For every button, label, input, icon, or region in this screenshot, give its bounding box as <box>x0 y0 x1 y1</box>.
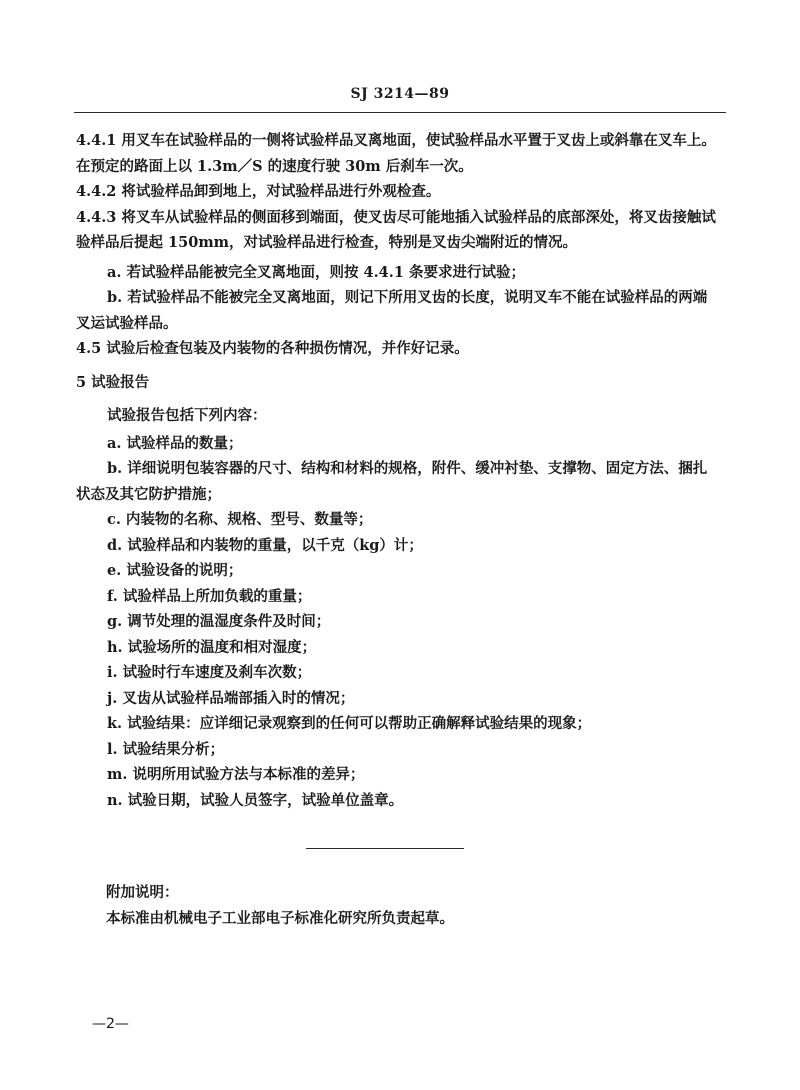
report-items-list <box>76 431 720 814</box>
note-text: 本标准由机械电子工业部电子标准化研究所负责起草。 <box>106 910 454 927</box>
report-item-g: g. 调节处理的温湿度条件及时间； <box>107 613 331 630</box>
additional-note <box>106 880 706 932</box>
note-title: 附加说明： <box>106 884 179 901</box>
report-item-i: i. 试验时行车速度及刹车次数； <box>107 664 312 681</box>
end-divider <box>306 848 464 849</box>
report-item-n: n. 试验日期，试验人员签字，试验单位盖章。 <box>107 791 404 809</box>
clause-4-4-1: 4.4.1 用叉车在试验样品的一侧将试验样品叉离地面，使试验样品水平置于叉齿上或斜靠在叉车上。在预定的路面上以 1.3m／S 的速度行驶 30m 后刹车一次。 <box>76 132 716 175</box>
document-body <box>76 128 720 813</box>
report-item-a: a. 试验样品的数量； <box>107 434 243 452</box>
report-item-f: f. 试验样品上所加负载的重量； <box>107 587 312 605</box>
clause-4-4-3-item-a: a. 若试验样品能被完全叉离地面，则按 4.4.1 条要求进行试验； <box>107 263 525 281</box>
report-item-m: m. 说明所用试验方法与本标准的差异； <box>107 766 365 783</box>
page-number: —2— <box>92 1016 129 1032</box>
clause-4-5: 4.5 试验后检查包装及内装物的各种损伤情况，并作好记录。 <box>76 340 469 357</box>
report-item-c: c. 内装物的名称、规格、型号、数量等； <box>107 511 373 528</box>
document-code-header: SJ 3214—89 <box>350 86 450 102</box>
report-item-j: j. 叉齿从试验样品端部插入时的情况； <box>107 689 355 707</box>
report-item-b: b. 详细说明包装容器的尺寸、结构和材料的规格，附件、缓冲衬垫、支撑物、固定方法、捆扎状态及其它防护措施； <box>76 460 708 503</box>
clause-4-4-2: 4.4.2 将试验样品卸到地上，对试验样品进行外观检查。 <box>76 183 441 200</box>
clause-4-4-3-item-b: b. 若试验样品不能被完全叉离地面，则记下所用叉齿的长度，说明叉车不能在试验样品的两端叉运试验样品。 <box>76 289 708 332</box>
section-5-heading: 5 试验报告 <box>76 373 150 391</box>
clause-4-4-3: 4.4.3 将叉车从试验样品的侧面移到端面，使叉齿尽可能地插入试验样品的底部深处，将叉齿接触试验样品后提起 150mm，对试验样品进行检查，特别是叉齿尖端附近的情况。 <box>76 208 716 251</box>
report-item-e: e. 试验设备的说明； <box>107 562 243 579</box>
report-item-d: d. 试验样品和内装物的重量，以千克（kg）计； <box>107 536 423 554</box>
header-divider <box>74 112 726 113</box>
report-item-l: l. 试验结果分析； <box>107 740 225 758</box>
report-item-k: k. 试验结果：应详细记录观察到的任何可以帮助正确解释试验结果的现象； <box>107 715 592 732</box>
report-intro: 试验报告包括下列内容： <box>107 407 267 424</box>
report-item-h: h. 试验场所的温度和相对湿度； <box>107 638 317 656</box>
